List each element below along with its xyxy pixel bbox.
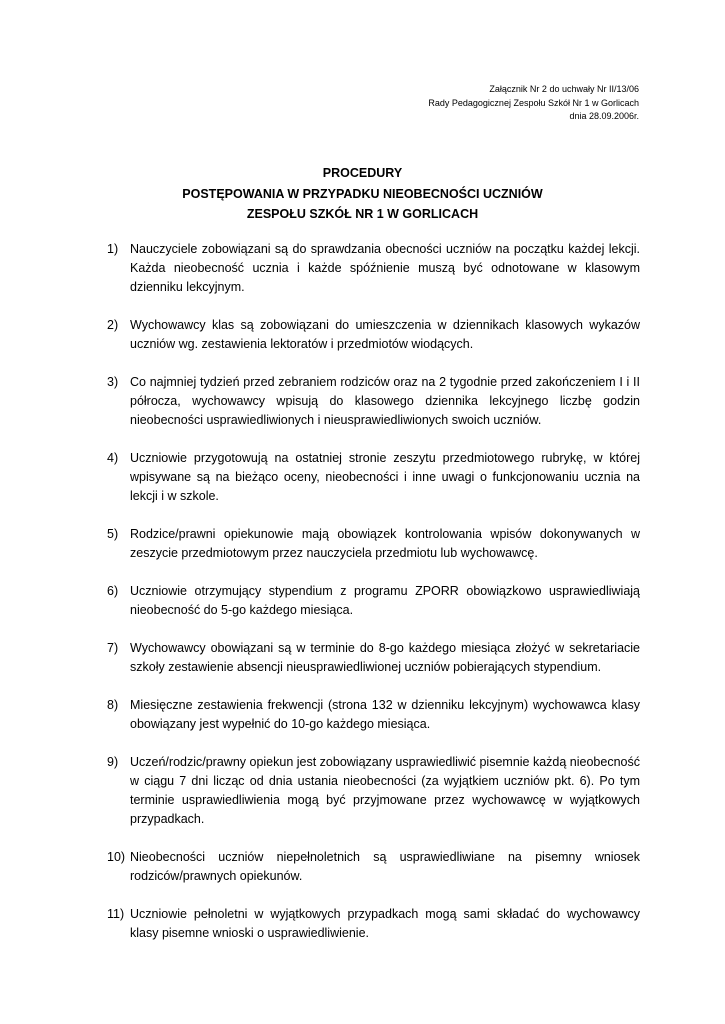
title-line-1: PROCEDURY bbox=[322, 166, 403, 180]
title-line-3: ZESPOŁU SZKÓŁ NR 1 W GORLICACH bbox=[246, 207, 479, 221]
item-text: Nauczyciele zobowiązani są do sprawdzania obecności uczniów na początku każdej lekcji. Każda nieobecność ucznia i każde spóźnienie muszą być odnotowane w klasowym dzienniku lekcyjnym. bbox=[130, 242, 640, 294]
document-title bbox=[0, 163, 725, 225]
procedure-item-10 bbox=[0, 848, 725, 886]
attachment-note-line-1: Załącznik Nr 2 do uchwały Nr II/13/06 bbox=[489, 84, 639, 94]
item-text: Rodzice/prawni opiekunowie mają obowiązek kontrolowania wpisów dokonywanych w zeszycie przedmiotowym przez nauczyciela przedmiotu lub wychowawcę. bbox=[130, 527, 640, 560]
item-number: 11) bbox=[107, 907, 125, 921]
item-number: 3) bbox=[107, 375, 119, 389]
procedure-item-4 bbox=[0, 449, 725, 506]
item-text: Uczeń/rodzic/prawny opiekun jest zobowiązany usprawiedliwić pisemnie każdą nieobecność w ciągu 7 dni licząc od dnia ustania nieobecności (za wyjątkiem uczniów pkt. 6). Po tym terminie usprawiedliwienia mogą być przyjmowane przez wychowawcę w wyjątkowych przypadkach. bbox=[130, 755, 640, 826]
attachment-note-date: dnia 28.09.2006r. bbox=[569, 111, 639, 121]
procedure-list bbox=[0, 240, 725, 962]
procedure-item-9 bbox=[0, 753, 725, 829]
item-number: 4) bbox=[107, 451, 119, 465]
item-text: Uczniowie pełnoletni w wyjątkowych przypadkach mogą sami składać do wychowawcy klasy pisemne wnioski o usprawiedliwienie. bbox=[130, 907, 640, 940]
item-text: Wychowawcy obowiązani są w terminie do 8-go każdego miesiąca złożyć w sekretariacie szkoły zestawienie absencji nieusprawiedliwionej uczniów pobierających stypendium. bbox=[130, 641, 640, 674]
procedure-item-2 bbox=[0, 316, 725, 354]
item-number: 6) bbox=[107, 584, 119, 598]
item-text: Nieobecności uczniów niepełnoletnich są usprawiedliwiane na pisemny wniosek rodziców/prawnych opiekunów. bbox=[130, 850, 640, 883]
item-text: Uczniowie otrzymujący stypendium z programu ZPORR obowiązkowo usprawiedliwiają nieobecność do 5-go każdego miesiąca. bbox=[130, 584, 640, 617]
attachment-note bbox=[428, 83, 639, 124]
procedure-item-1 bbox=[0, 240, 725, 297]
procedure-item-6 bbox=[0, 582, 725, 620]
procedure-item-11 bbox=[0, 905, 725, 943]
attachment-note-line-2: Rady Pedagogicznej Zespołu Szkół Nr 1 w Gorlicach bbox=[428, 97, 639, 108]
procedure-item-3 bbox=[0, 373, 725, 430]
item-text: Miesięczne zestawienia frekwencji (strona 132 w dzienniku lekcyjnym) wychowawca klasy obowiązany jest wypełnić do 10-go każdego miesiąca. bbox=[130, 698, 640, 731]
title-line-2: POSTĘPOWANIA W PRZYPADKU NIEOBECNOŚCI UCZNIÓW bbox=[182, 186, 543, 201]
item-text: Wychowawcy klas są zobowiązani do umieszczenia w dziennikach klasowych wykazów uczniów wg. zestawienia lektoratów i przedmiotów wiodących. bbox=[130, 318, 640, 351]
procedure-item-8 bbox=[0, 696, 725, 734]
item-number: 2) bbox=[107, 318, 119, 332]
item-text: Uczniowie przygotowują na ostatniej stronie zeszytu przedmiotowego rubrykę, w której wpisywane są na bieżąco oceny, nieobecności i inne uwagi o funkcjonowaniu ucznia na lekcji i w szkole. bbox=[130, 451, 640, 503]
item-number: 5) bbox=[107, 527, 119, 541]
procedure-item-7 bbox=[0, 639, 725, 677]
item-number: 8) bbox=[107, 698, 119, 712]
item-number: 1) bbox=[107, 242, 119, 256]
item-text: Co najmniej tydzień przed zebraniem rodziców oraz na 2 tygodnie przed zakończeniem I i II półrocza, wychowawcy wpisują do klasowego dziennika lekcyjnego liczbę godzin nieobecności usprawiedliwionych i nieusprawiedliwionych swoich uczniów. bbox=[130, 375, 640, 427]
item-number: 7) bbox=[107, 641, 119, 655]
item-number: 10) bbox=[107, 850, 126, 864]
procedure-item-5 bbox=[0, 525, 725, 563]
item-number: 9) bbox=[107, 755, 119, 769]
